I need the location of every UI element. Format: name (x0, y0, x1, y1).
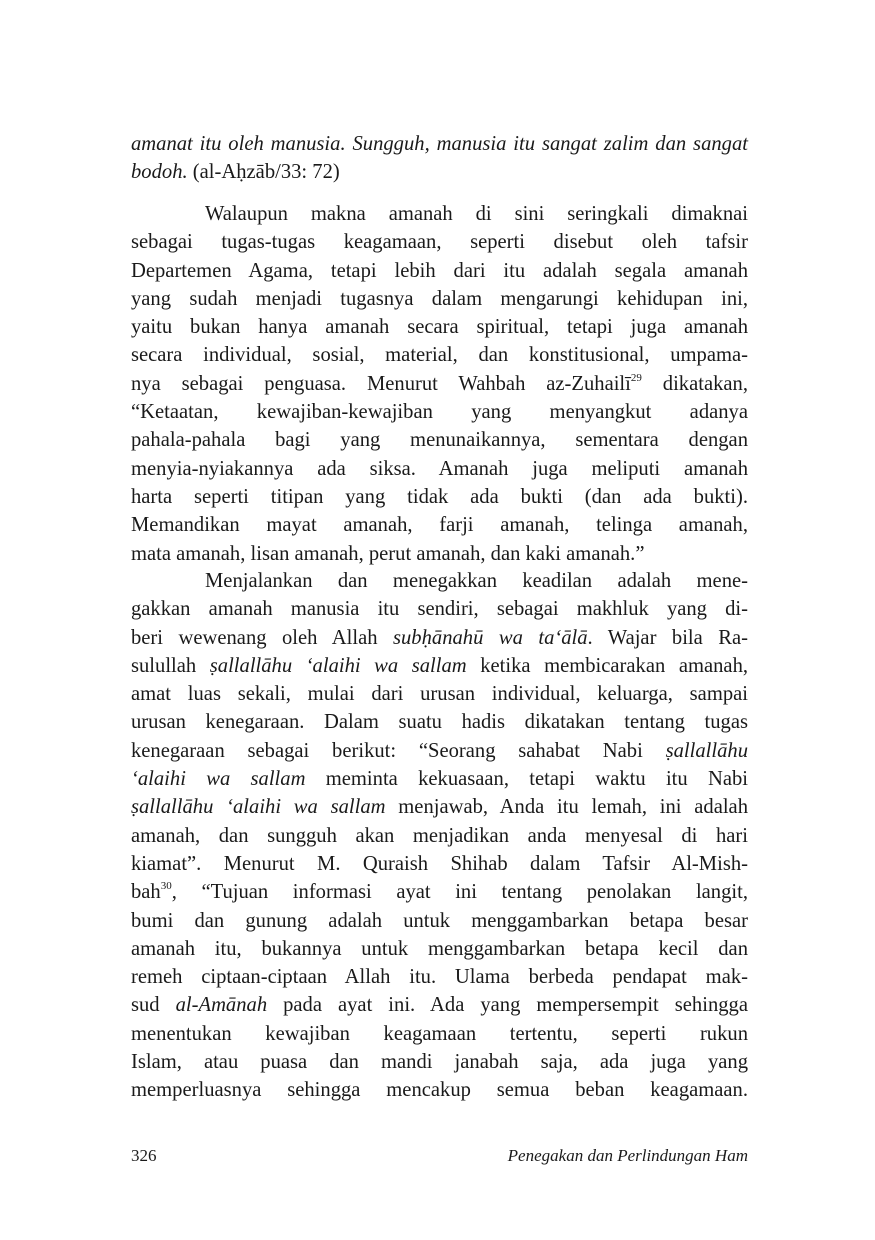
text-line: urusan kenegaraan. Dalam suatu hadis dikatakan tentang tugas (131, 711, 748, 734)
quote-line: bodoh. (al-Aḥzāb/33: 72) (131, 161, 340, 184)
text-line: menentukan kewajiban keagamaan tertentu, seperti rukun (131, 1022, 748, 1045)
text-line: sulullah ṣallallāhu ‘alaihi wa sallam ketika membicarakan amanah, (131, 654, 749, 677)
text-line: remeh ciptaan-ciptaan Allah itu. Ulama berbeda pendapat mak- (131, 966, 748, 989)
footnote-ref-30[interactable]: 30 (160, 880, 172, 893)
text-line: mata amanah, lisan amanah, perut amanah, dan kaki amanah.” (131, 542, 645, 565)
text-line: sebagai tugas-tugas keagamaan, seperti disebut oleh tafsir (131, 231, 748, 254)
text-line: memperluasnya sehingga mencakup semua beban keagamaan. (131, 1079, 748, 1102)
text-line: gakkan amanah manusia itu sendiri, sebagai makhluk yang di- (131, 598, 748, 621)
text-line: Walaupun makna amanah di sini seringkali dimaknai (205, 203, 748, 225)
footnote-ref-29[interactable]: 29 (630, 371, 642, 384)
text-line: amat luas sekali, mulai dari urusan individual, keluarga, sampai (131, 683, 748, 706)
text-line: ṣallallāhu ‘alaihi wa sallam menjawab, Anda itu lemah, ini adalah (131, 796, 748, 819)
running-title: Penegakan dan Perlindungan Ham (507, 1146, 748, 1165)
text-line: yaitu bukan hanya amanah secara spiritual, tetapi juga amanah (131, 316, 748, 339)
text-line: harta seperti titipan yang tidak ada bukti (dan ada bukti). (131, 485, 748, 508)
verse-reference: (al-Aḥzāb/33: 72) (187, 161, 340, 184)
text-line: kenegaraan sebagai berikut: “Seorang sahabat Nabi ṣallallāhu (131, 739, 748, 762)
text-line: bumi dan gunung adalah untuk menggambarkan betapa besar (131, 909, 748, 932)
text-line: bah$^{30}$, “Tujuan informasi ayat ini tentang penolakan langit, (131, 880, 748, 904)
quote-block (131, 130, 748, 187)
text-line: secara individual, sosial, material, dan konstitusional, umpama- (131, 344, 748, 367)
text-line: pahala-pahala bagi yang menunaikannya, sementara dengan (131, 429, 748, 452)
text-line: kiamat”. Menurut M. Quraish Shihab dalam Tafsir Al-Mish- (131, 852, 748, 875)
text-line: Memandikan mayat amanah, farji amanah, telinga amanah, (131, 514, 748, 537)
text-line: amanah, dan sungguh akan menjadikan anda menyesal di hari (131, 824, 748, 847)
text-line: menyia-nyiakannya ada siksa. Amanah juga meliputi amanah (131, 457, 748, 480)
text-line: Departemen Agama, tetapi lebih dari itu adalah segala amanah (131, 259, 748, 282)
text-line: sud al-Amānah pada ayat ini. Ada yang mempersempit sehingga (131, 994, 748, 1017)
text-line: nya sebagai penguasa. Menurut Wahbah az-Zuhailī$^{29}$ dikatakan, (131, 371, 748, 395)
text-line: beri wewenang oleh Allah subḥānahū wa ta‘ālā. Wajar bila Ra- (131, 626, 748, 649)
paragraph-2 (131, 567, 748, 1105)
text-line: amanah itu, bukannya untuk menggambarkan betapa kecil dan (131, 937, 748, 960)
text-line: yang sudah menjadi tugasnya dalam mengarungi kehidupan ini, (131, 287, 748, 310)
text-line: Menjalankan dan menegakkan keadilan adalah mene- (205, 570, 748, 592)
text-line: ‘alaihi wa sallam meminta kekuasaan, tetapi waktu itu Nabi (131, 768, 748, 791)
paragraph-1 (131, 200, 748, 568)
quote-line: amanat itu oleh manusia. Sungguh, manusia itu sangat zalim dan sangat (131, 133, 748, 155)
text-line: Islam, atau puasa dan mandi janabah saja, ada juga yang (131, 1051, 748, 1074)
text-line: “Ketaatan, kewajiban-kewajiban yang menyangkut adanya (131, 401, 748, 424)
page-number: 326 (131, 1146, 157, 1165)
